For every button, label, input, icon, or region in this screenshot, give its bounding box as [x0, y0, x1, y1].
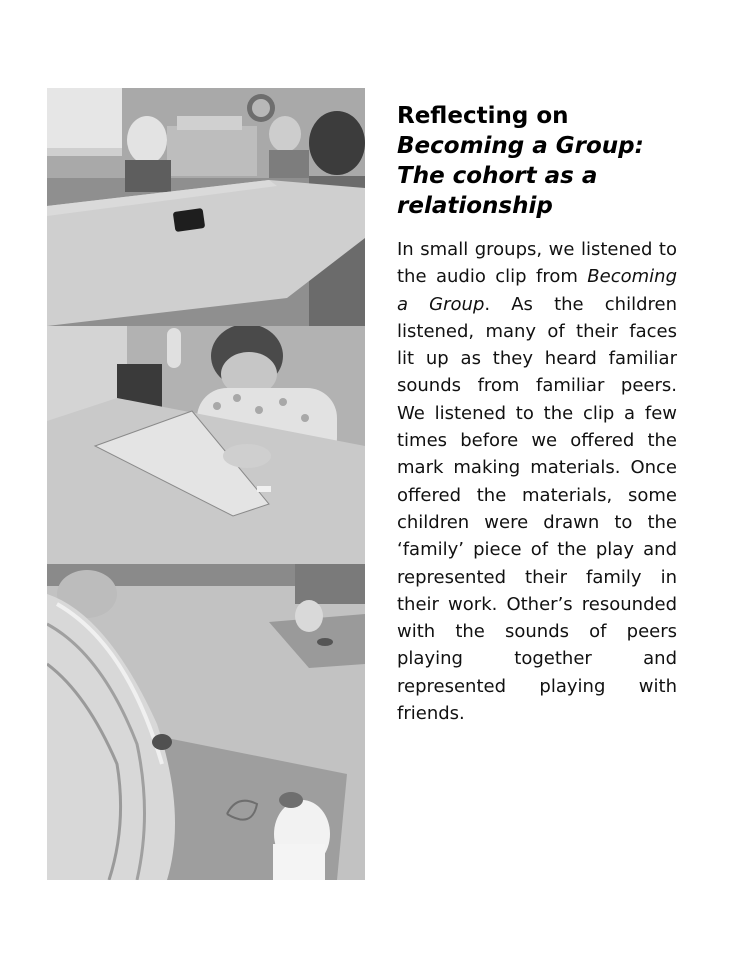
title-italic-line-1: Becoming a Group: [397, 133, 644, 159]
photo-children-at-table [47, 88, 365, 326]
body-text-part-1: In small groups, we listened to the audio clip from [397, 239, 677, 288]
body-italic-title: Becoming a Group [397, 266, 677, 315]
title-italic-line-3: relationship [397, 193, 553, 219]
photo-drawing-closeup [47, 564, 365, 880]
title-line-1: Reflecting on [397, 103, 569, 129]
photo-column [47, 88, 365, 880]
photo-child-drawing [47, 326, 365, 564]
body-text-part-2: . As the children listened, many of their faces lit up as they heard familiar sounds from familiar peers. We listened to the clip a few times before we offered the mark making materials. Once offered the materials, some children were drawn to the ‘family’ piece of the play and represented their family in their work. Other’s resounded with the sounds of peers playing together and represented playing with friends. [397, 293, 677, 725]
body-paragraph [397, 236, 677, 727]
page-title [397, 101, 677, 221]
title-italic-line-2: The cohort as a [397, 163, 598, 189]
text-column [397, 101, 677, 745]
